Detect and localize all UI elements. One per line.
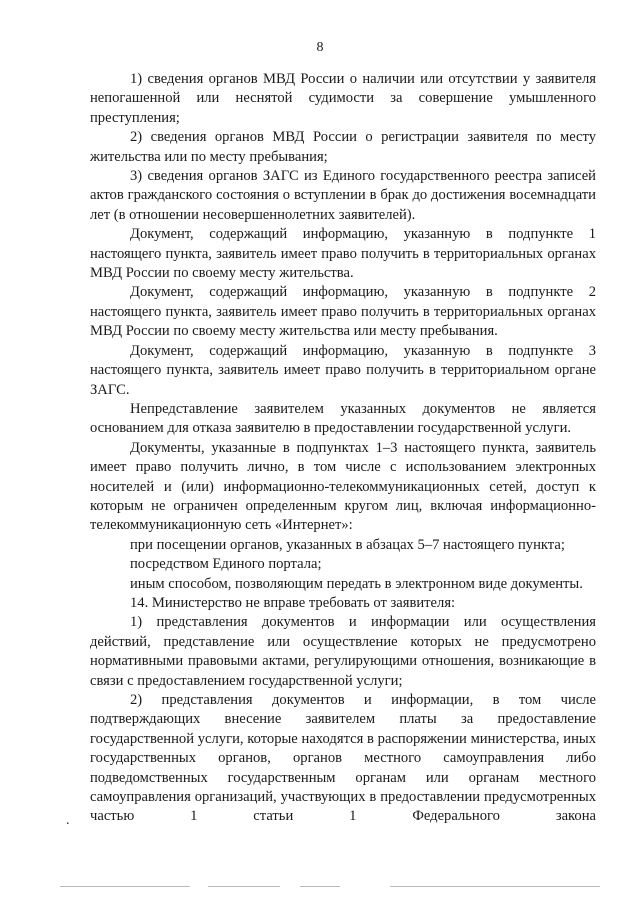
scan-edge-marks — [60, 885, 600, 889]
paragraph-clause-14: 14. Министерство не вправе требовать от заявителя: — [130, 594, 456, 611]
paragraph-clause-14-item-1: 1) представления документов и информации или осуществления действий, представление или осуществление которых не предусмотрено нормативными правовыми актами, регулирующими отношения, возникающие в связи с предоставлением государственной услуги; — [90, 614, 596, 689]
paragraph-doc-item-2: Документ, содержащий информацию, указанную в подпункте 2 настоящего пункта, заявитель имеет право получить в территориальных органах МВД России по своему месту жительства или месту пребывания. — [90, 284, 596, 340]
paragraph-method-portal: посредством Единого портала; — [130, 556, 322, 573]
paragraph-item-3: 3) сведения органов ЗАГС из Единого государственного реестра записей актов гражданского состояния о вступлении в брак до достижения восемнадцати лет (в отношении несовершеннолетних заявителей). — [90, 168, 596, 223]
paragraph-doc-item-1: Документ, содержащий информацию, указанную в подпункте 1 настоящего пункта, заявитель имеет право получить в территориальных органах МВД России по своему месту жительства. — [90, 226, 596, 282]
paragraph-clause-14-item-2: 2) представления документов и информации, в том числе подтверждающих внесение заявителем платы за предоставление государственной услуги, которые находятся в распоряжении министерства, иных государственных органов, органов местного самоуправления либо подведомственных государственным органам или органам местного самоуправления организаций, участвующих в предоставлении предусмотренных частью 1 статьи 1 Федерального закона — [90, 692, 596, 825]
paragraph-documents-methods: Документы, указанные в подпунктах 1–3 настоящего пункта, заявитель имеет право получить лично, в том числе с использованием электронных носителей и (или) информационно-телекоммуникационных сетей, доступ к которым не ограничен определенным кругом лиц, включая информационно-телекоммуникационную сеть «Интернет»: — [90, 439, 596, 534]
page-number: 8 — [316, 40, 324, 55]
paragraph-doc-item-3: Документ, содержащий информацию, указанную в подпункте 3 настоящего пункта, заявитель имеет право получить в территориальном органе ЗАГС. — [90, 342, 596, 398]
paragraph-method-other: иным способом, позволяющим передать в электронном виде документы. — [130, 575, 583, 592]
paragraph-item-2: 2) сведения органов МВД России о регистрации заявителя по месту жительства или по месту пребывания; — [90, 129, 596, 165]
margin-dot-mark: . — [66, 813, 70, 828]
paragraph-method-visit: при посещении органов, указанных в абзацах 5–7 настоящего пункта; — [130, 536, 565, 553]
paragraph-item-1: 1) сведения органов МВД России о наличии или отсутствии у заявителя непогашенной или неснятой судимости за совершение умышленного преступления; — [90, 71, 596, 126]
paragraph-non-submission: Непредставление заявителем указанных документов не является основанием для отказа заявителю в предоставлении государственной услуги. — [90, 400, 596, 437]
document-body — [90, 70, 596, 827]
